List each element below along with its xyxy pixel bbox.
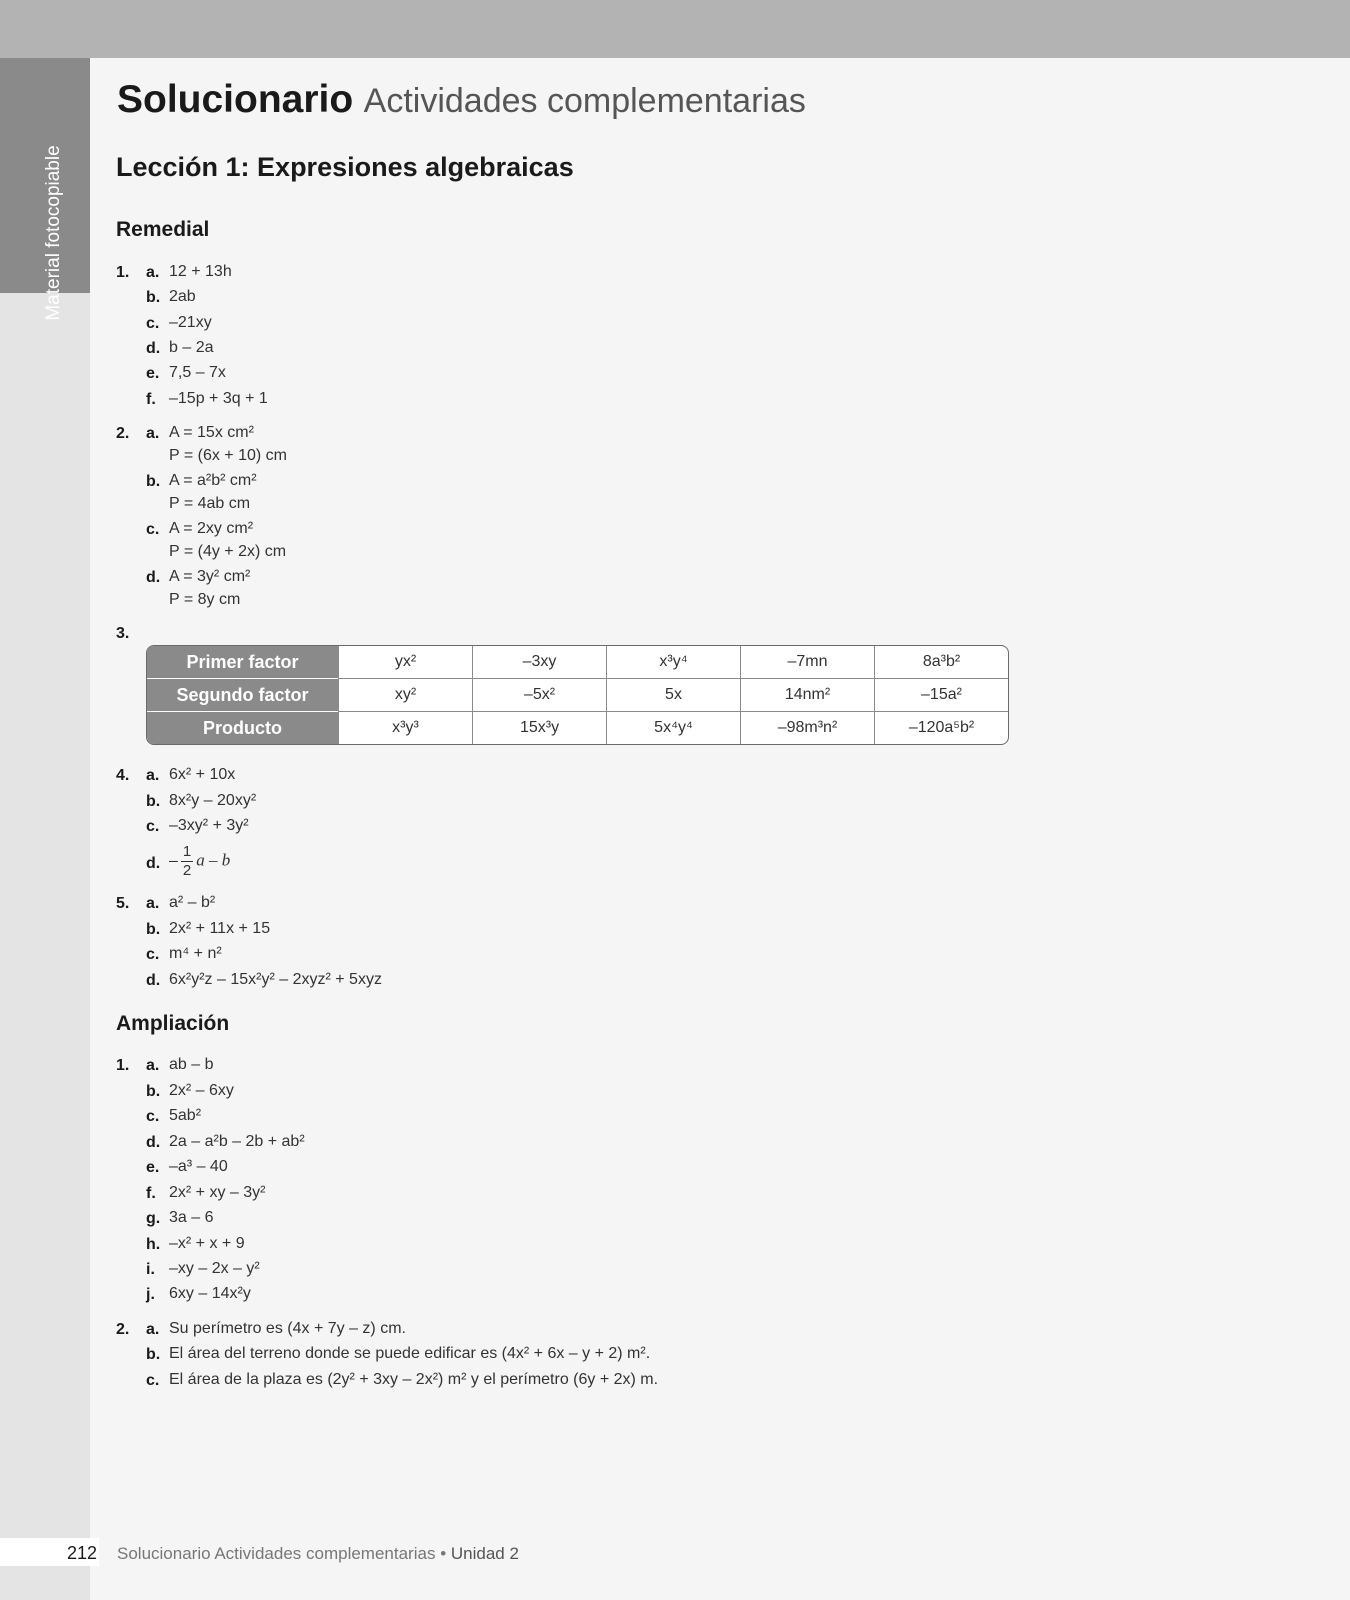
item-letter: e. xyxy=(146,365,160,382)
table-cell: –5x² xyxy=(472,679,606,712)
table-cell: 5x⁴y⁴ xyxy=(606,712,740,744)
item-letter: b. xyxy=(146,793,161,810)
fraction-rest: a – b xyxy=(196,850,231,870)
table-row xyxy=(147,712,1008,744)
factors-table xyxy=(146,645,1009,745)
question-number: 4. xyxy=(116,767,130,784)
answer-text: 2ab xyxy=(169,288,196,305)
question-number: 1. xyxy=(116,264,130,281)
perimeter-answer: P = 4ab cm xyxy=(169,495,251,512)
item-letter: a. xyxy=(146,895,160,912)
area-answer: A = 15x cm² xyxy=(169,424,254,441)
table-cell: 8a³b² xyxy=(874,646,1008,679)
answer-text: –a³ – 40 xyxy=(169,1158,228,1175)
question-number: 3. xyxy=(116,625,130,642)
title-sub: Actividades complementarias xyxy=(363,82,806,120)
question-number: 2. xyxy=(116,1321,130,1338)
item-letter: b. xyxy=(146,921,161,938)
answer-text: –21xy xyxy=(169,314,212,331)
item-letter: a. xyxy=(146,425,160,442)
title-main: Solucionario xyxy=(117,78,354,121)
table-cell: 14nm² xyxy=(740,679,874,712)
item-letter: b. xyxy=(146,289,161,306)
item-letter: h. xyxy=(146,1236,161,1253)
ampliacion-heading: Ampliación xyxy=(116,1012,230,1035)
page-number: 212 xyxy=(67,1543,98,1563)
answer xyxy=(169,263,232,281)
table-cell: –3xy xyxy=(472,646,606,679)
table-row xyxy=(147,646,1008,679)
item-letter: d. xyxy=(146,855,161,872)
footer-title: Solucionario Actividades complementarias xyxy=(117,1544,436,1563)
fraction-denominator: 2 xyxy=(182,862,192,879)
minus-sign: – xyxy=(169,852,178,870)
answer-text: 6x²y²z – 15x²y² – 2xyz² + 5xyz xyxy=(169,971,382,988)
fraction xyxy=(181,843,193,880)
item-letter: d. xyxy=(146,340,161,357)
table-cell: x³y³ xyxy=(338,712,472,744)
perimeter-answer: P = (4y + 2x) cm xyxy=(169,543,287,560)
table-cell: yx² xyxy=(338,646,472,679)
answer-text: 2a – a²b – 2b + ab² xyxy=(169,1133,305,1150)
item-letter: g. xyxy=(146,1210,161,1227)
answer-text: 2x² + xy – 3y² xyxy=(169,1184,266,1201)
answer-text: –xy – 2x – y² xyxy=(169,1260,260,1277)
area-answer: A = a²b² cm² xyxy=(169,472,257,489)
question-number: 2. xyxy=(116,425,130,442)
answer-text: a² – b² xyxy=(169,894,216,911)
side-tab-label: Material fotocopiable xyxy=(43,145,64,321)
table-cell: –120a⁵b² xyxy=(874,712,1008,744)
answer-text: El área del terreno donde se puede edificar es (4x² + 6x – y + 2) m². xyxy=(169,1345,651,1362)
answer-text: 5ab² xyxy=(169,1107,202,1124)
answer-text: 2x² + 11x + 15 xyxy=(169,920,271,937)
table-row xyxy=(147,679,1008,712)
perimeter-answer: P = 8y cm xyxy=(169,591,241,608)
item-letter: f. xyxy=(146,391,156,408)
item-letter: d. xyxy=(146,972,161,989)
item-letter: c. xyxy=(146,521,160,538)
table-cell: x³y⁴ xyxy=(606,646,740,679)
item-letter: a. xyxy=(146,1321,160,1338)
answer-text: 6x² + 10x xyxy=(169,766,236,783)
perimeter-answer: P = (6x + 10) cm xyxy=(169,447,287,464)
item-letter: i. xyxy=(146,1261,155,1278)
item-letter: c. xyxy=(146,315,160,332)
item-letter: d. xyxy=(146,569,161,586)
item-letter: c. xyxy=(146,818,160,835)
answer-text: –15p + 3q + 1 xyxy=(169,390,268,407)
item-letter: a. xyxy=(146,1057,160,1074)
item-letter: b. xyxy=(146,1346,161,1363)
item-letter: d. xyxy=(146,1134,161,1151)
item-letter: b. xyxy=(146,473,161,490)
row-header: Segundo factor xyxy=(147,679,338,712)
area-answer: A = 2xy cm² xyxy=(169,520,254,537)
footer-separator: • xyxy=(440,1544,447,1563)
document-title xyxy=(117,78,806,122)
footer-unit: Unidad 2 xyxy=(450,1544,519,1563)
table-cell: 5x xyxy=(606,679,740,712)
answer-text: 12 + 13h xyxy=(169,263,232,280)
table-cell: –7mn xyxy=(740,646,874,679)
fraction-numerator: 1 xyxy=(182,843,192,860)
remedial-heading: Remedial xyxy=(116,218,210,241)
row-header: Primer factor xyxy=(147,646,338,679)
item-letter: c. xyxy=(146,946,160,963)
answer-text: 8x²y – 20xy² xyxy=(169,792,257,809)
item-letter: f. xyxy=(146,1185,156,1202)
side-tab xyxy=(0,58,90,321)
answer-text: b – 2a xyxy=(169,339,214,356)
fraction-answer xyxy=(169,843,230,880)
answer-text: 2x² – 6xy xyxy=(169,1082,234,1099)
answer-text: 6xy – 14x²y xyxy=(169,1285,251,1302)
answer-text: Su perímetro es (4x + 7y – z) cm. xyxy=(169,1320,406,1337)
lesson-title: Lección 1: Expresiones algebraicas xyxy=(116,152,574,182)
item-letter: a. xyxy=(146,767,160,784)
answer-text: –3xy² + 3y² xyxy=(169,817,249,834)
answer-text: El área de la plaza es (2y² + 3xy – 2x²) m² y el perímetro (6y + 2x) m. xyxy=(169,1371,659,1388)
row-header: Producto xyxy=(147,712,338,744)
item-letter: j. xyxy=(146,1286,155,1303)
answer-text: 7,5 – 7x xyxy=(169,364,226,381)
item-letter: c. xyxy=(146,1108,160,1125)
answer-text: m⁴ + n² xyxy=(169,945,222,962)
table-cell: xy² xyxy=(338,679,472,712)
item-letter: a. xyxy=(146,264,160,281)
page-sheet xyxy=(90,58,1350,1600)
table-cell: 15x³y xyxy=(472,712,606,744)
answer-text: –x² + x + 9 xyxy=(169,1235,245,1252)
item-letter: b. xyxy=(146,1083,161,1100)
answer-text: ab – b xyxy=(169,1056,214,1073)
footer-caption xyxy=(117,1544,519,1564)
table-cell: –15a² xyxy=(874,679,1008,712)
item-letter: e. xyxy=(146,1159,160,1176)
question-number: 1. xyxy=(116,1057,130,1074)
area-answer: A = 3y² cm² xyxy=(169,568,251,585)
question-number: 5. xyxy=(116,895,130,912)
item-letter: c. xyxy=(146,1372,160,1389)
table-cell: –98m³n² xyxy=(740,712,874,744)
answer-text: 3a – 6 xyxy=(169,1209,214,1226)
